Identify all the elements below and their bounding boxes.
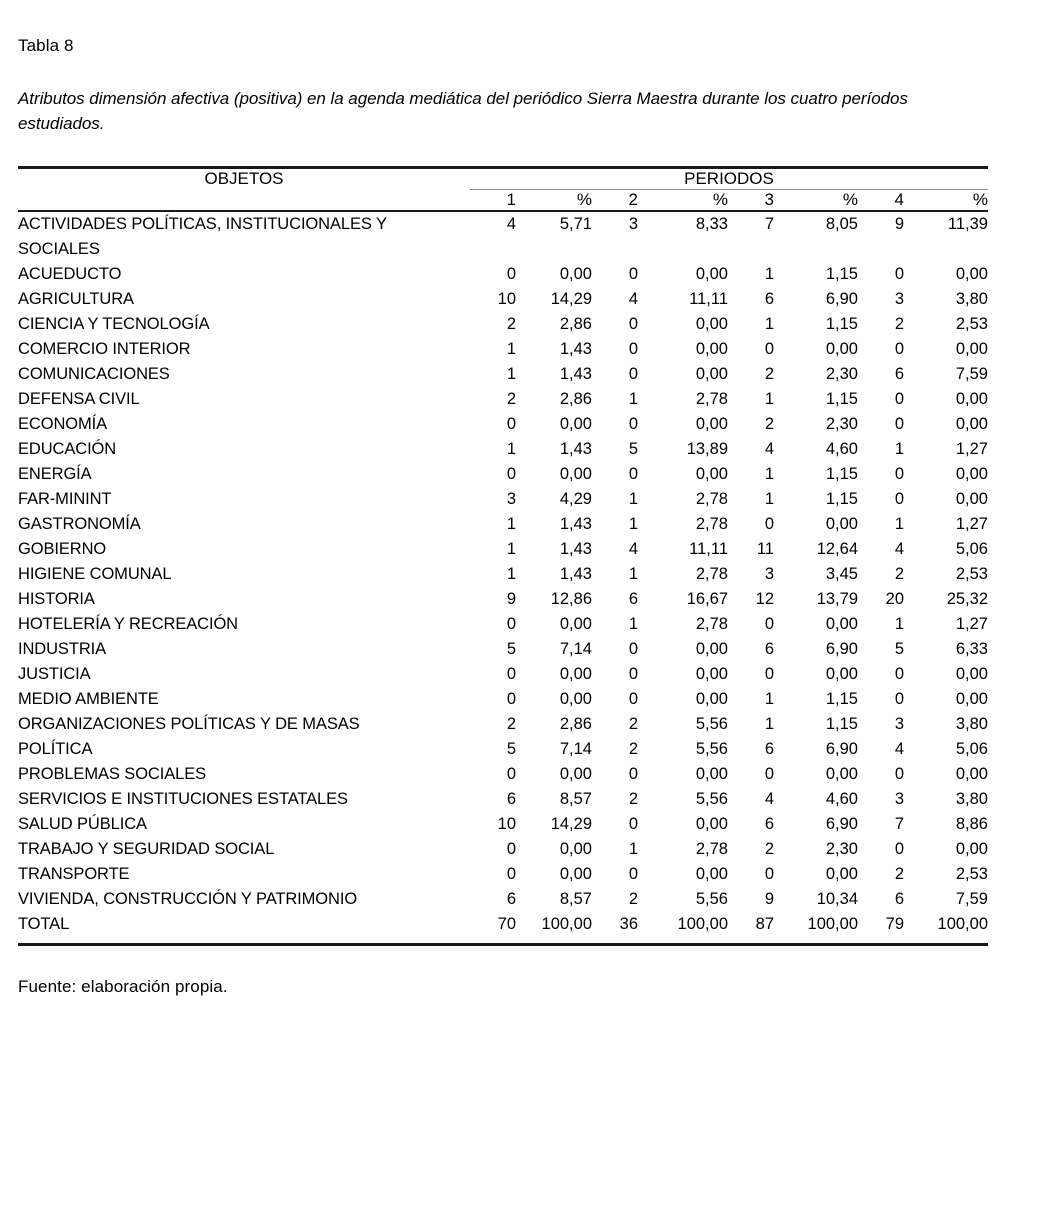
cell-value: 10,34: [816, 890, 858, 908]
cell-value: 5,06: [955, 740, 988, 758]
table-row: [18, 787, 988, 812]
cell-value: 87: [728, 912, 774, 945]
cell-value: 1: [628, 490, 638, 508]
cell-value: 2,86: [559, 715, 592, 733]
row-label: EDUCACIÓN: [18, 440, 117, 458]
cell-value: 6: [506, 790, 516, 808]
cell-value: 0,00: [825, 665, 858, 683]
cell-value: 1: [628, 390, 638, 408]
row-label: INDUSTRIA: [18, 640, 107, 658]
cell-value: 0,00: [695, 265, 728, 283]
cell-value: 0,00: [559, 265, 592, 283]
cell-value: 2: [628, 715, 638, 733]
column-header-period-1: 1: [470, 190, 516, 212]
cell-value: 9: [506, 590, 516, 608]
cell-value: 0: [506, 615, 516, 633]
row-label: JUSTICIA: [18, 665, 91, 683]
table-row: [18, 637, 988, 662]
cell-value: 0,00: [825, 515, 858, 533]
cell-value: 0,00: [695, 465, 728, 483]
cell-value: 2: [894, 865, 904, 883]
cell-value: 4: [764, 790, 774, 808]
cell-value: 6,33: [955, 640, 988, 658]
cell-value: 3,45: [825, 565, 858, 583]
row-label: VIVIENDA, CONSTRUCCIÓN Y PATRIMONIO: [18, 890, 358, 908]
cell-value: 0: [894, 840, 904, 858]
cell-value: 6: [506, 890, 516, 908]
table-row: [18, 412, 988, 437]
cell-value: 0: [506, 765, 516, 783]
row-label: COMERCIO INTERIOR: [18, 340, 191, 358]
cell-value: 1: [894, 440, 904, 458]
cell-value: 2,30: [825, 365, 858, 383]
cell-value: 0,00: [955, 465, 988, 483]
cell-value: 0: [894, 665, 904, 683]
cell-value: 2,30: [825, 840, 858, 858]
cell-value: 0: [764, 865, 774, 883]
cell-value: 6: [764, 640, 774, 658]
cell-value: 0: [628, 465, 638, 483]
cell-value: 5: [628, 440, 638, 458]
cell-value: 5: [506, 740, 516, 758]
cell-value: 6,90: [825, 740, 858, 758]
cell-value: 2: [628, 740, 638, 758]
cell-value: 0,00: [559, 765, 592, 783]
cell-value: 2,53: [955, 865, 988, 883]
cell-value: 0: [764, 765, 774, 783]
cell-value: 0,00: [955, 840, 988, 858]
row-label: DEFENSA CIVIL: [18, 390, 140, 408]
cell-value: 0,00: [559, 840, 592, 858]
row-label: HISTORIA: [18, 590, 95, 608]
cell-value: 0: [628, 640, 638, 658]
column-header-period-4: 4: [858, 190, 904, 212]
cell-value: 7,59: [955, 365, 988, 383]
table-row: [18, 487, 988, 512]
cell-value: 10: [497, 290, 516, 308]
cell-value: 0,00: [955, 690, 988, 708]
cell-value: 0: [628, 765, 638, 783]
cell-value: 1: [764, 265, 774, 283]
row-label: SERVICIOS E INSTITUCIONES ESTATALES: [18, 790, 348, 808]
cell-value: 5,06: [955, 540, 988, 558]
cell-value: 0,00: [695, 665, 728, 683]
table-row: [18, 762, 988, 787]
cell-value: 11,11: [689, 540, 728, 558]
cell-value: 1,15: [825, 715, 858, 733]
cell-value: 70: [470, 912, 516, 945]
cell-value: 3: [894, 290, 904, 308]
row-label: ORGANIZACIONES POLÍTICAS Y DE MASAS: [18, 715, 360, 733]
column-header-percent-1: %: [516, 190, 592, 212]
cell-value: 8,05: [825, 215, 858, 233]
row-label: POLÍTICA: [18, 740, 93, 758]
cell-value: 0: [894, 390, 904, 408]
cell-value: 5,56: [695, 790, 728, 808]
cell-value: 3,80: [955, 715, 988, 733]
cell-value: 1: [764, 490, 774, 508]
cell-value: 6: [764, 815, 774, 833]
cell-value: 1,15: [825, 265, 858, 283]
cell-value: 0: [764, 615, 774, 633]
cell-value: 2: [764, 415, 774, 433]
row-label: GASTRONOMÍA: [18, 515, 141, 533]
row-label: GOBIERNO: [18, 540, 107, 558]
cell-value: 8,57: [559, 890, 592, 908]
column-header-period-2: 2: [592, 190, 638, 212]
cell-value: 12: [755, 590, 774, 608]
cell-value: 0: [628, 315, 638, 333]
cell-value: 3: [506, 490, 516, 508]
cell-value: 2,78: [695, 390, 728, 408]
table-row: [18, 662, 988, 687]
cell-value: 1: [764, 315, 774, 333]
cell-value: 2: [506, 715, 516, 733]
cell-value: 1: [628, 515, 638, 533]
cell-value: 1,27: [955, 615, 988, 633]
cell-value: 11,39: [947, 215, 988, 233]
header-sub-row: [18, 190, 988, 212]
cell-value: 2: [628, 790, 638, 808]
cell-value: 0,00: [955, 765, 988, 783]
cell-value: 4: [764, 440, 774, 458]
row-label: COMUNICACIONES: [18, 365, 170, 383]
cell-value: 5,71: [559, 215, 592, 233]
cell-value: 0,00: [825, 765, 858, 783]
cell-value: 0,00: [955, 490, 988, 508]
cell-value: 0,00: [695, 365, 728, 383]
cell-value: 13,79: [816, 590, 858, 608]
row-label: CIENCIA Y TECNOLOGÍA: [18, 315, 210, 333]
row-label: HOTELERÍA Y RECREACIÓN: [18, 615, 239, 633]
cell-value: 0,00: [695, 690, 728, 708]
table-row: [18, 387, 988, 412]
cell-value: 0,00: [695, 340, 728, 358]
cell-value: 0,00: [559, 415, 592, 433]
cell-value: 4: [894, 540, 904, 558]
cell-value: 3: [628, 215, 638, 233]
cell-value: 1,15: [825, 690, 858, 708]
table-body: [18, 211, 988, 945]
row-label: ACUEDUCTO: [18, 265, 122, 283]
cell-value: 12,64: [816, 540, 858, 558]
cell-value: 25,32: [946, 590, 988, 608]
cell-value: 1,15: [825, 315, 858, 333]
cell-value: 0: [628, 665, 638, 683]
cell-value: 2,78: [695, 515, 728, 533]
cell-value: 6,90: [825, 815, 858, 833]
row-label: ENERGÍA: [18, 465, 92, 483]
column-header-objetos: OBJETOS: [18, 168, 470, 190]
row-label: SALUD PÚBLICA: [18, 815, 147, 833]
cell-value: 0: [628, 865, 638, 883]
cell-value: 1: [764, 715, 774, 733]
column-header-percent-3: %: [774, 190, 858, 212]
cell-value: 9: [764, 890, 774, 908]
cell-value: 0: [506, 690, 516, 708]
cell-value: 2: [506, 390, 516, 408]
cell-value: 0: [506, 465, 516, 483]
table-row: [18, 862, 988, 887]
cell-value: 100,00: [638, 912, 728, 945]
table-caption: Atributos dimensión afectiva (positiva) en la agenda mediática del periódico Sierra Maestra durante los cuatro períodos estudiados.: [18, 89, 908, 133]
table-row: [18, 837, 988, 862]
cell-value: 2,86: [559, 390, 592, 408]
cell-value: 0,00: [559, 690, 592, 708]
cell-value: 7: [894, 815, 904, 833]
cell-value: 1,43: [559, 340, 592, 358]
cell-value: 4: [894, 740, 904, 758]
cell-value: 4,60: [825, 790, 858, 808]
table-row: [18, 437, 988, 462]
cell-value: 1,43: [559, 565, 592, 583]
table-row: [18, 812, 988, 837]
cell-value: 2: [764, 365, 774, 383]
cell-value: 6: [764, 740, 774, 758]
row-label: MEDIO AMBIENTE: [18, 690, 159, 708]
cell-value: 2: [764, 840, 774, 858]
table-row: [18, 462, 988, 487]
cell-value: 1,43: [559, 540, 592, 558]
cell-value: 0: [506, 665, 516, 683]
cell-value: 13,89: [686, 440, 728, 458]
cell-value: 5: [506, 640, 516, 658]
cell-value: 0,00: [695, 815, 728, 833]
cell-value: 1: [506, 565, 516, 583]
table-head: [18, 168, 988, 212]
column-header-percent-4: %: [904, 190, 988, 212]
cell-value: 1: [506, 440, 516, 458]
cell-value: 1: [764, 465, 774, 483]
cell-value: 5: [894, 640, 904, 658]
cell-value: 0: [628, 340, 638, 358]
cell-value: 6,90: [825, 640, 858, 658]
cell-value: 0,00: [825, 615, 858, 633]
cell-value: 3: [764, 565, 774, 583]
cell-value: 2,78: [695, 615, 728, 633]
cell-value: 2,30: [825, 415, 858, 433]
row-label: AGRICULTURA: [18, 290, 134, 308]
cell-value: 2: [628, 890, 638, 908]
cell-value: 1: [628, 840, 638, 858]
cell-value: 100,00: [774, 912, 858, 945]
column-header-periodos: PERIODOS: [470, 168, 988, 190]
cell-value: 4,60: [825, 440, 858, 458]
header-group-row: [18, 168, 988, 190]
source-note: Fuente: elaboración propia.: [18, 977, 228, 996]
table-number: Tabla 8: [18, 36, 74, 55]
table-row: [18, 211, 988, 262]
cell-value: 0,00: [955, 665, 988, 683]
cell-value: 0: [628, 690, 638, 708]
cell-value: 1,43: [559, 440, 592, 458]
cell-value: 2: [506, 315, 516, 333]
cell-value: 3: [894, 715, 904, 733]
cell-value: 0: [894, 490, 904, 508]
cell-value: 0,00: [695, 865, 728, 883]
cell-value: 0: [764, 515, 774, 533]
cell-value: 7,59: [955, 890, 988, 908]
cell-value: 7,14: [559, 740, 592, 758]
table-row: [18, 887, 988, 912]
cell-value: 4: [628, 290, 638, 308]
table-row: [18, 537, 988, 562]
cell-value: 0,00: [695, 415, 728, 433]
cell-value: 16,67: [686, 590, 728, 608]
cell-value: 2: [894, 315, 904, 333]
cell-value: 20: [885, 590, 904, 608]
cell-value: 0,00: [825, 340, 858, 358]
cell-value: 1,15: [825, 490, 858, 508]
cell-value: 100,00: [516, 912, 592, 945]
cell-value: 0: [506, 865, 516, 883]
table-row: [18, 512, 988, 537]
cell-value: 8,33: [695, 215, 728, 233]
row-label: TRANSPORTE: [18, 865, 130, 883]
cell-value: 1,43: [559, 515, 592, 533]
cell-value: 1: [764, 390, 774, 408]
row-label: HIGIENE COMUNAL: [18, 565, 172, 583]
cell-value: 11: [756, 540, 774, 558]
table-row: [18, 737, 988, 762]
cell-value: 2,53: [955, 565, 988, 583]
cell-value: 1: [506, 340, 516, 358]
cell-value: 12,86: [550, 590, 592, 608]
cell-value: 6: [894, 890, 904, 908]
cell-value: 0,00: [559, 665, 592, 683]
table-row: [18, 562, 988, 587]
cell-value: 0: [894, 765, 904, 783]
cell-value: 0,00: [559, 865, 592, 883]
cell-value: 4: [506, 215, 516, 233]
cell-value: 1: [506, 515, 516, 533]
cell-value: 4,29: [559, 490, 592, 508]
cell-value: 0,00: [559, 615, 592, 633]
cell-value: 6,90: [825, 290, 858, 308]
cell-value: 8,86: [955, 815, 988, 833]
cell-value: 3: [894, 790, 904, 808]
cell-value: 1: [764, 690, 774, 708]
cell-value: 14,29: [550, 815, 592, 833]
cell-value: 1: [506, 540, 516, 558]
row-label: TRABAJO Y SEGURIDAD SOCIAL: [18, 840, 275, 858]
cell-value: 0,00: [695, 640, 728, 658]
cell-value: 0: [764, 340, 774, 358]
cell-value: 0: [764, 665, 774, 683]
cell-value: 0: [628, 265, 638, 283]
cell-value: 3,80: [955, 790, 988, 808]
table-row: [18, 287, 988, 312]
cell-value: 6: [628, 590, 638, 608]
table-row: [18, 262, 988, 287]
cell-value: 2: [894, 565, 904, 583]
cell-value: 6: [894, 365, 904, 383]
cell-value: 1,43: [559, 365, 592, 383]
cell-value: 0,00: [955, 390, 988, 408]
cell-value: 2,53: [955, 315, 988, 333]
attributes-table: [18, 166, 988, 946]
cell-value: 7,14: [559, 640, 592, 658]
cell-value: 0: [894, 465, 904, 483]
cell-value: 0: [506, 840, 516, 858]
cell-value: 4: [628, 540, 638, 558]
cell-value: 0: [628, 415, 638, 433]
cell-value: 0,00: [695, 315, 728, 333]
row-label: TOTAL: [18, 912, 470, 945]
cell-value: 2,78: [695, 490, 728, 508]
table-row: [18, 912, 988, 945]
cell-value: 0: [894, 690, 904, 708]
table-row: [18, 687, 988, 712]
table-row: [18, 712, 988, 737]
cell-value: 1: [628, 615, 638, 633]
cell-value: 0: [894, 265, 904, 283]
row-label: PROBLEMAS SOCIALES: [18, 765, 207, 783]
cell-value: 10: [497, 815, 516, 833]
cell-value: 0,00: [695, 765, 728, 783]
cell-value: 1: [894, 615, 904, 633]
column-header-percent-2: %: [638, 190, 728, 212]
cell-value: 1,27: [955, 515, 988, 533]
row-label: ECONOMÍA: [18, 415, 108, 433]
cell-value: 0: [894, 415, 904, 433]
cell-value: 0: [506, 415, 516, 433]
table-row: [18, 612, 988, 637]
cell-value: 0: [506, 265, 516, 283]
cell-value: 2,78: [695, 565, 728, 583]
cell-value: 1,27: [955, 440, 988, 458]
cell-value: 1: [628, 565, 638, 583]
row-label: ACTIVIDADES POLÍTICAS, INSTITUCIONALES Y SOCIALES: [18, 215, 387, 258]
column-header-period-3: 3: [728, 190, 774, 212]
row-label: FAR-MININT: [18, 490, 112, 508]
cell-value: 6: [764, 290, 774, 308]
cell-value: 79: [858, 912, 904, 945]
cell-value: 11,11: [689, 290, 728, 308]
cell-value: 5,56: [695, 715, 728, 733]
cell-value: 3,80: [955, 290, 988, 308]
cell-value: 7: [764, 215, 774, 233]
cell-value: 0,00: [955, 415, 988, 433]
cell-value: 0: [628, 815, 638, 833]
table-row: [18, 337, 988, 362]
cell-value: 1: [506, 365, 516, 383]
cell-value: 1,15: [825, 390, 858, 408]
cell-value: 2,86: [559, 315, 592, 333]
cell-value: 1,15: [825, 465, 858, 483]
cell-value: 100,00: [904, 912, 988, 945]
cell-value: 0,00: [955, 265, 988, 283]
cell-value: 1: [894, 515, 904, 533]
cell-value: 14,29: [550, 290, 592, 308]
header-spacer: [18, 190, 470, 212]
cell-value: 0,00: [825, 865, 858, 883]
cell-value: 2,78: [695, 840, 728, 858]
table-row: [18, 587, 988, 612]
cell-value: 5,56: [695, 740, 728, 758]
cell-value: 5,56: [695, 890, 728, 908]
cell-value: 9: [894, 215, 904, 233]
cell-value: 0: [894, 340, 904, 358]
table-row: [18, 362, 988, 387]
table-row: [18, 312, 988, 337]
cell-value: 8,57: [559, 790, 592, 808]
cell-value: 0,00: [559, 465, 592, 483]
cell-value: 36: [592, 912, 638, 945]
cell-value: 0,00: [955, 340, 988, 358]
cell-value: 0: [628, 365, 638, 383]
